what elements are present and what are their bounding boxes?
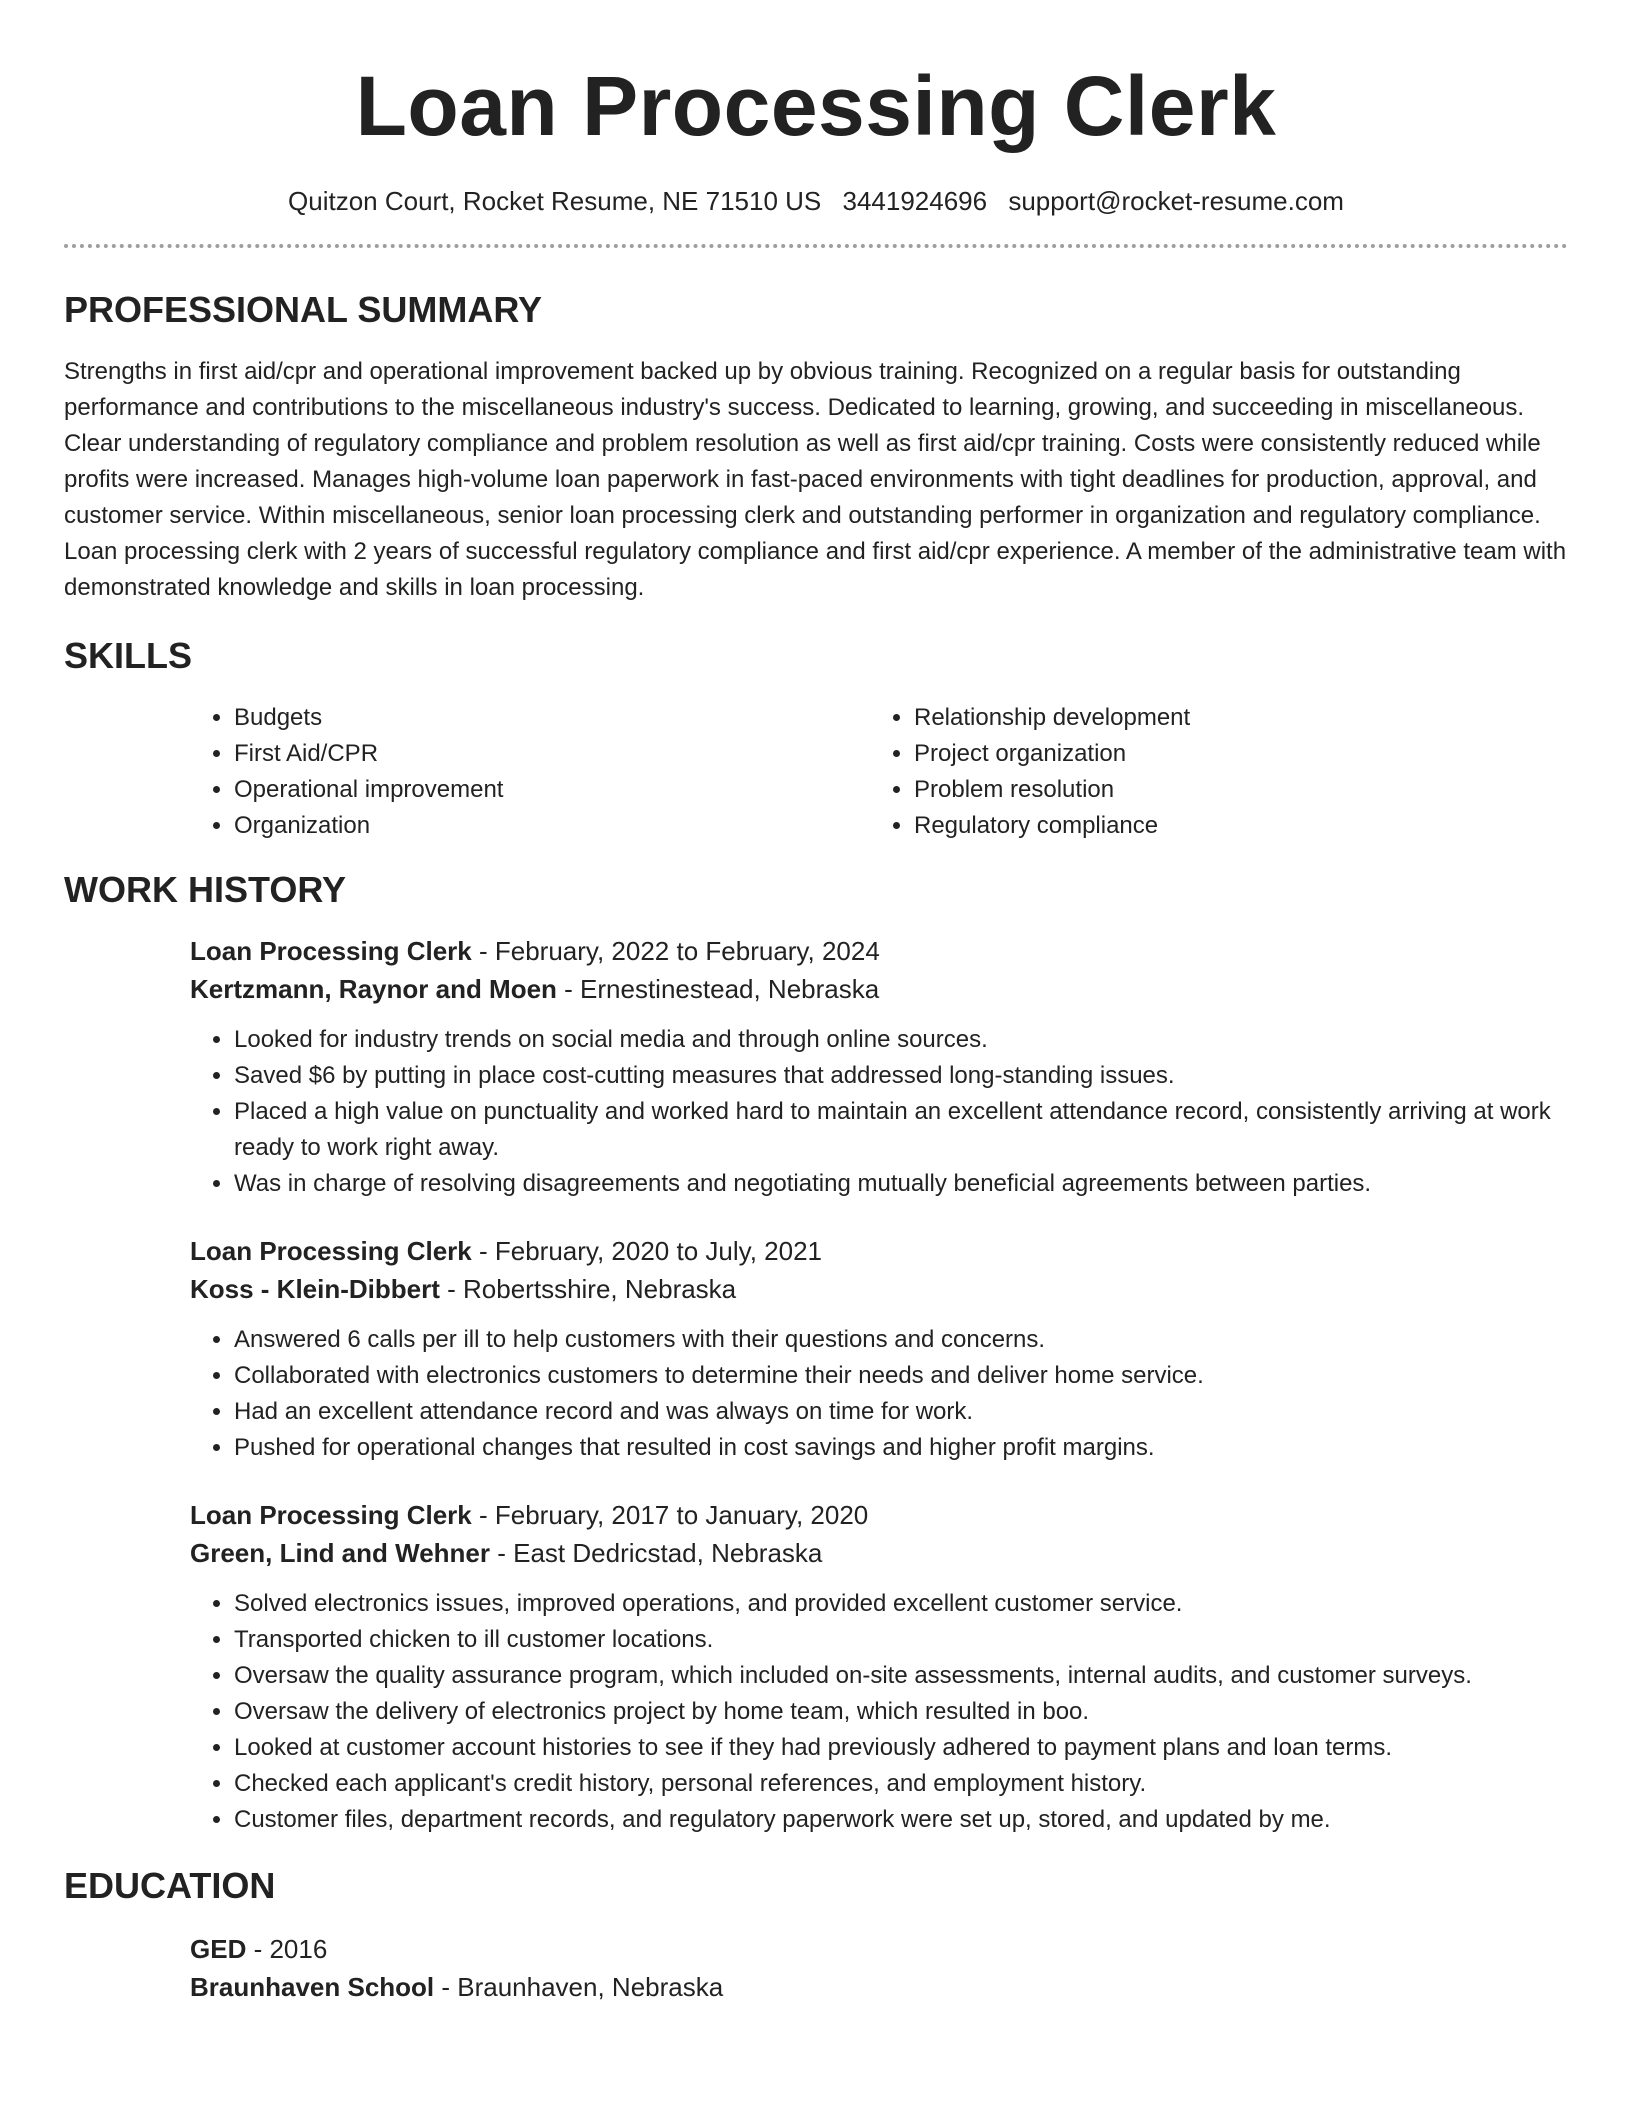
job-entry xyxy=(190,932,1568,1202)
job-bullets xyxy=(190,1586,1568,1838)
contact-address: Quitzon Court, Rocket Resume, NE 71510 US xyxy=(288,186,822,216)
job-company-line xyxy=(190,970,1568,1008)
degree: GED xyxy=(190,1934,247,1964)
header-divider xyxy=(64,244,1568,248)
job-bullet: • Looked at customer account histories to see if they had previously adhered to payment plans and loan terms. xyxy=(234,1730,1568,1766)
skill-item: • Problem resolution xyxy=(914,772,1568,808)
resume-page xyxy=(64,0,1568,2006)
job-bullets xyxy=(190,1322,1568,1466)
skill-item: • Budgets xyxy=(234,700,870,736)
job-title-line xyxy=(190,1496,1568,1534)
education-entry xyxy=(190,1930,1568,2006)
job-dates: - February, 2020 to July, 2021 xyxy=(471,1236,822,1266)
summary-text: Strengths in first aid/cpr and operational improvement backed up by obvious training. Recognized on a regular basis for outstanding performance and contributions to the miscellaneous industry's success. Dedicated to learning, growing, and succeeding in miscellaneous. Clear understanding of regulatory compliance and problem resolution as well as first aid/cpr training. Costs were consistently reduced while profits were increased. Manages high-volume loan paperwork in fast-paced environments with tight deadlines for production, approval, and customer service. Within miscellaneous, senior loan processing clerk and outstanding performer in organization and regulatory compliance. Loan processing clerk with 2 years of successful regulatory compliance and first aid/cpr experience. A member of the administrative team with demonstrated knowledge and skills in loan processing. xyxy=(64,358,1567,601)
job-bullet: • Looked for industry trends on social media and through online sources. xyxy=(234,1022,1568,1058)
summary-section xyxy=(64,288,1568,606)
skills-grid xyxy=(190,700,1568,844)
skill-item: • First Aid/CPR xyxy=(234,736,870,772)
job-location: - Robertsshire, Nebraska xyxy=(439,1274,737,1304)
job-location: - Ernestinestead, Nebraska xyxy=(556,974,880,1004)
contact-phone: 3441924696 xyxy=(842,186,988,216)
job-bullet: • Placed a high value on punctuality and worked hard to maintain an excellent attendance record, consistently arriving at work ready to work right away. xyxy=(234,1094,1568,1166)
skill-item: • Relationship development xyxy=(914,700,1568,736)
summary-heading: PROFESSIONAL SUMMARY xyxy=(64,289,543,330)
job-company: Kertzmann, Raynor and Moen xyxy=(190,974,557,1004)
job-dates: - February, 2017 to January, 2020 xyxy=(471,1500,869,1530)
school-name: Braunhaven School xyxy=(190,1972,435,2002)
job-bullet: • Solved electronics issues, improved operations, and provided excellent customer service. xyxy=(234,1586,1568,1622)
job-role: Loan Processing Clerk xyxy=(190,1236,472,1266)
job-bullet: • Collaborated with electronics customers to determine their needs and deliver home service. xyxy=(234,1358,1568,1394)
job-bullet: • Was in charge of resolving disagreements and negotiating mutually beneficial agreements between parties. xyxy=(234,1166,1568,1202)
job-bullet: • Pushed for operational changes that resulted in cost savings and higher profit margins. xyxy=(234,1430,1568,1466)
degree-year: - 2016 xyxy=(246,1934,328,1964)
job-company: Green, Lind and Wehner xyxy=(190,1538,491,1568)
job-bullet: • Oversaw the quality assurance program, which included on-site assessments, internal audits, and customer surveys. xyxy=(234,1658,1568,1694)
skills-heading: SKILLS xyxy=(64,635,193,676)
skill-item: • Operational improvement xyxy=(234,772,870,808)
work-history-section xyxy=(64,868,1568,1838)
contact-line xyxy=(64,184,1568,218)
education-section xyxy=(64,1864,1568,2006)
skills-list-right xyxy=(870,700,1568,844)
job-company-line xyxy=(190,1270,1568,1308)
job-role: Loan Processing Clerk xyxy=(190,936,472,966)
education-heading: EDUCATION xyxy=(64,1865,276,1906)
contact-email: support@rocket-resume.com xyxy=(1008,186,1344,216)
skill-item: • Project organization xyxy=(914,736,1568,772)
job-bullet: • Had an excellent attendance record and was always on time for work. xyxy=(234,1394,1568,1430)
school-line xyxy=(190,1968,1568,2006)
job-company-line xyxy=(190,1534,1568,1572)
job-bullet: • Answered 6 calls per ill to help customers with their questions and concerns. xyxy=(234,1322,1568,1358)
job-bullet: • Checked each applicant's credit history, personal references, and employment history. xyxy=(234,1766,1568,1802)
job-location: - East Dedricstad, Nebraska xyxy=(490,1538,823,1568)
job-title-line xyxy=(190,1232,1568,1270)
school-location: - Braunhaven, Nebraska xyxy=(434,1972,724,2002)
job-bullet: • Oversaw the delivery of electronics project by home team, which resulted in boo. xyxy=(234,1694,1568,1730)
job-title-line xyxy=(190,932,1568,970)
job-dates: - February, 2022 to February, 2024 xyxy=(471,936,880,966)
job-bullet: • Saved $6 by putting in place cost-cutting measures that addressed long-standing issues. xyxy=(234,1058,1568,1094)
job-bullet: • Customer files, department records, and regulatory paperwork were set up, stored, and updated by me. xyxy=(234,1802,1568,1838)
skills-section xyxy=(64,634,1568,844)
job-bullet: • Transported chicken to ill customer locations. xyxy=(234,1622,1568,1658)
skills-list-left xyxy=(190,700,870,844)
job-entry xyxy=(190,1232,1568,1466)
degree-line xyxy=(190,1930,1568,1968)
job-company: Koss - Klein-Dibbert xyxy=(190,1274,440,1304)
skill-item: • Organization xyxy=(234,808,870,844)
job-role: Loan Processing Clerk xyxy=(190,1500,472,1530)
skill-item: • Regulatory compliance xyxy=(914,808,1568,844)
job-bullets xyxy=(190,1022,1568,1202)
job-entry xyxy=(190,1496,1568,1838)
work-history-heading: WORK HISTORY xyxy=(64,869,347,910)
resume-name: Loan Processing Clerk xyxy=(355,59,1277,153)
